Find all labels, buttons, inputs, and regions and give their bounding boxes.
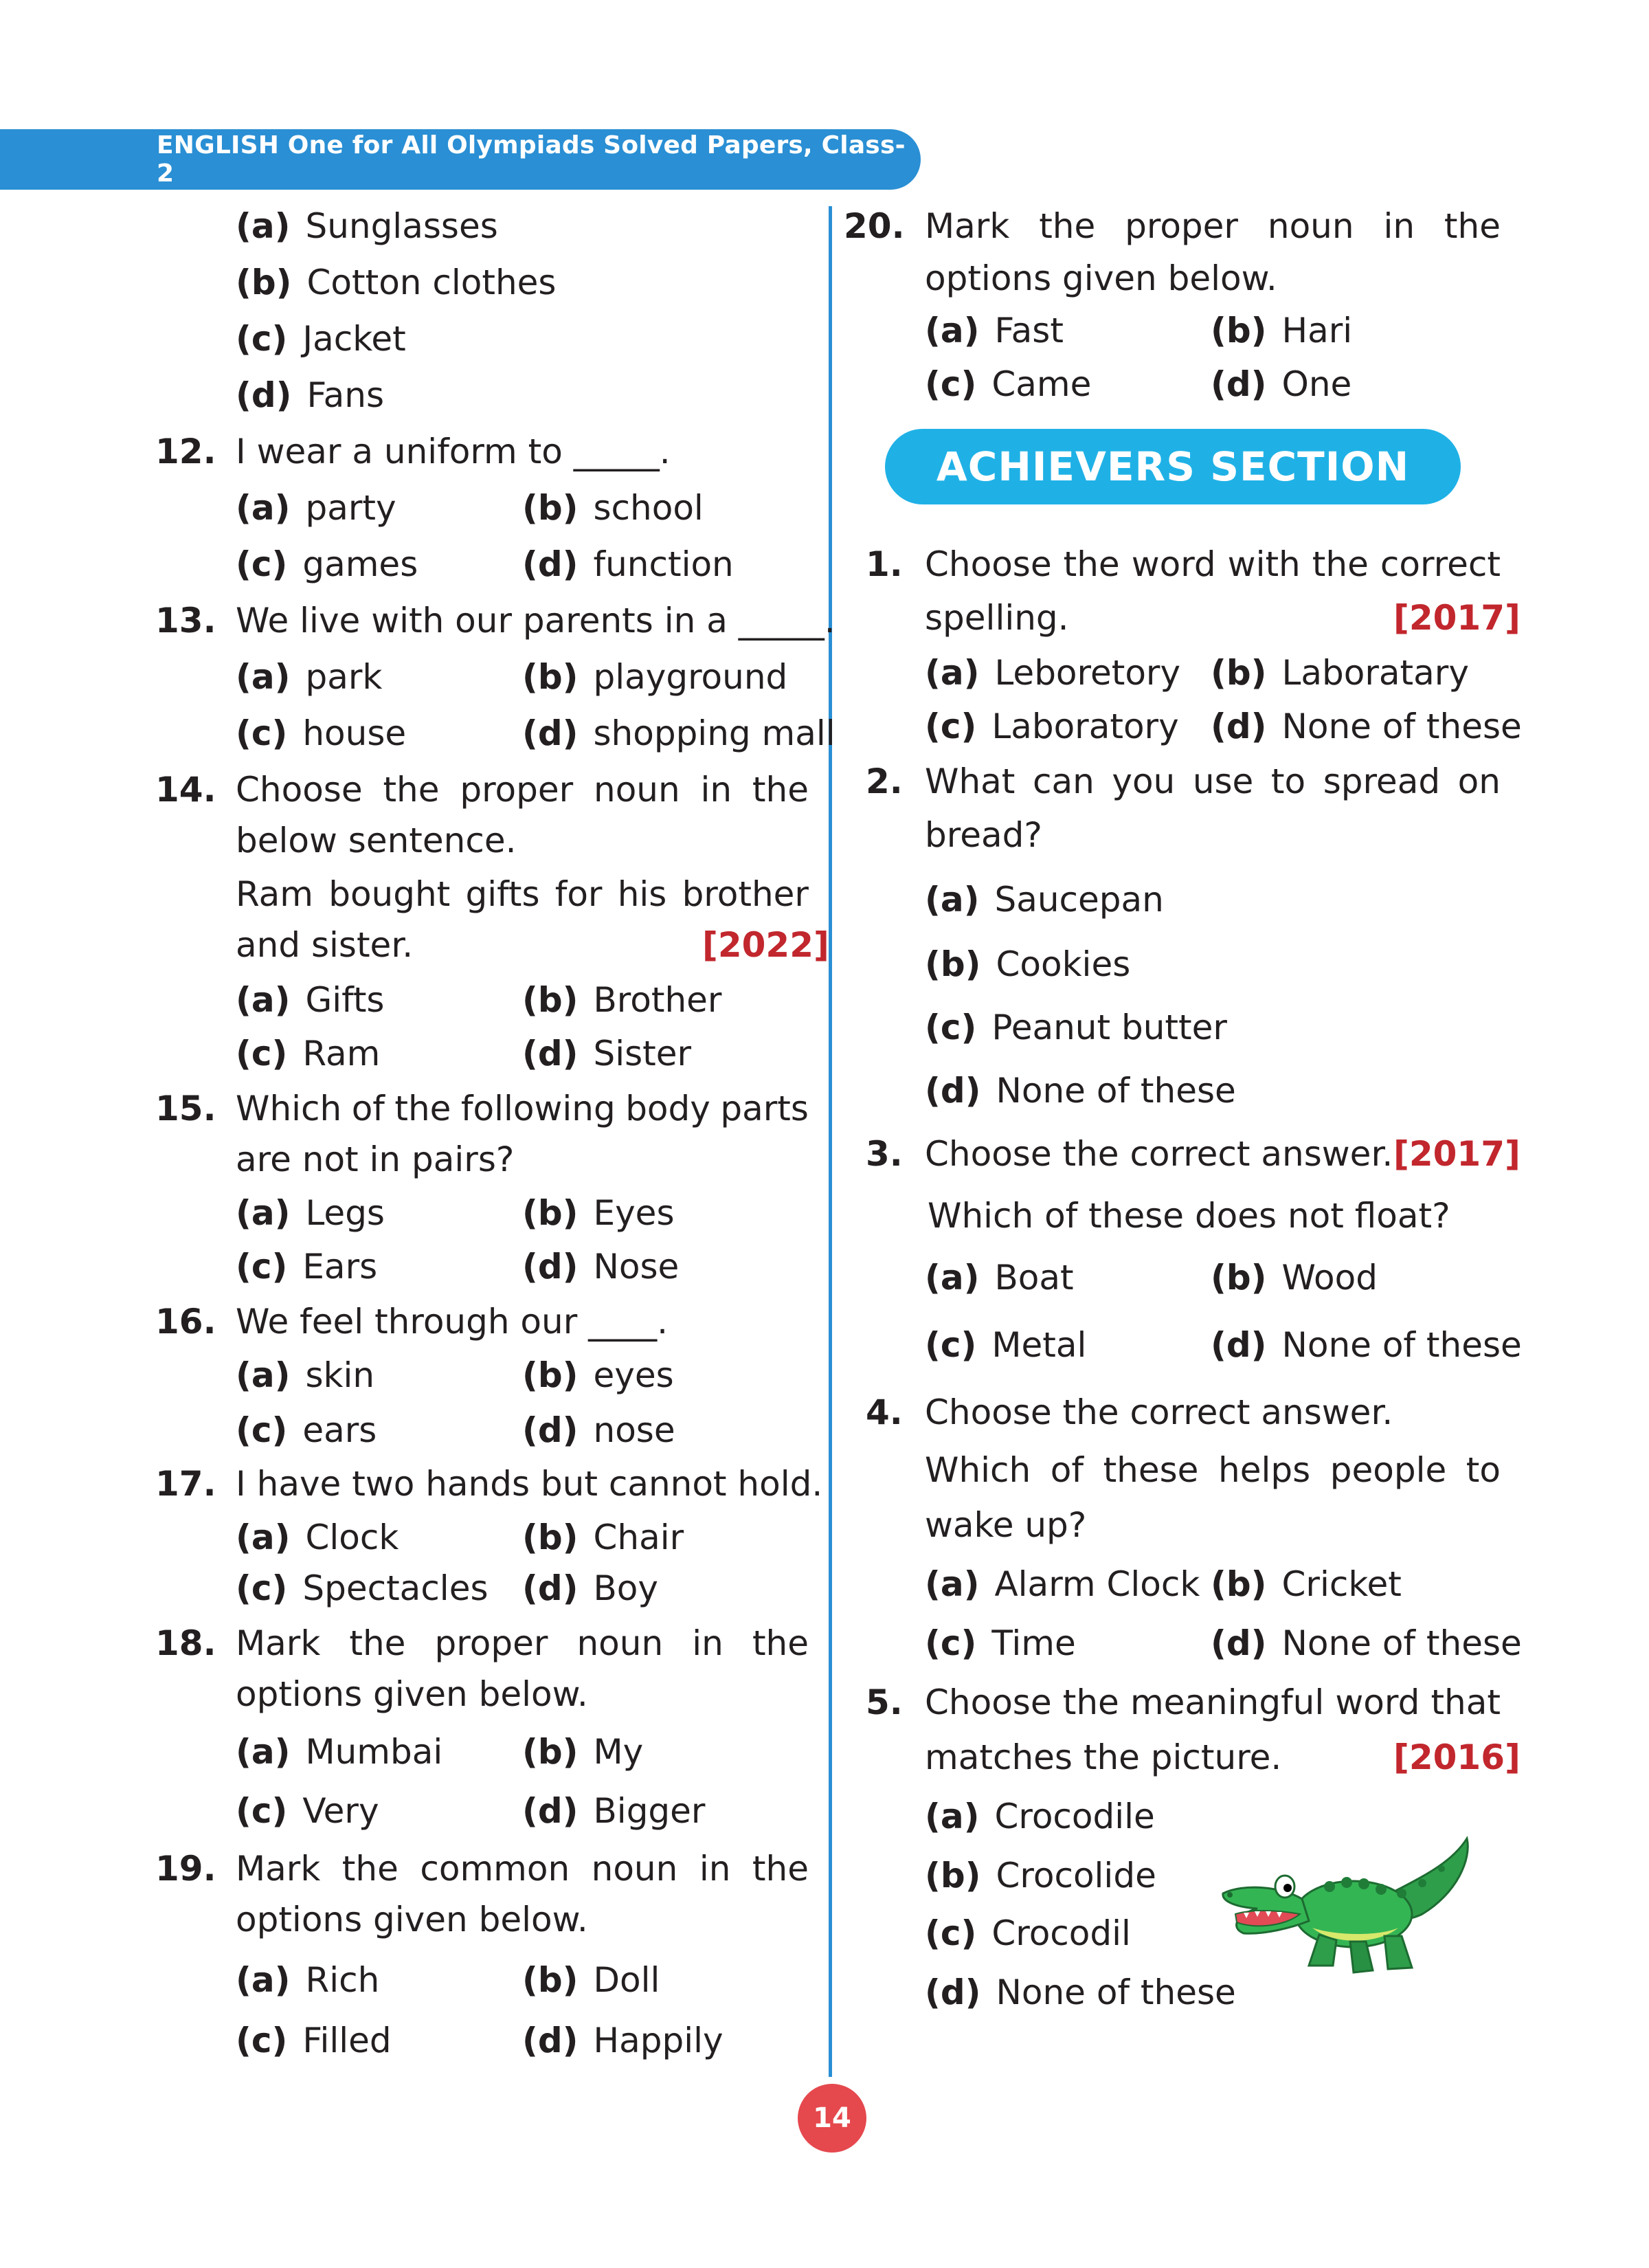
a2-text-line1: What can you use to spread on xyxy=(925,761,1501,801)
q17-option-b: (b) Chair xyxy=(522,1517,684,1557)
q15-option-c: (c) Ears xyxy=(236,1247,378,1287)
a1-text-line1: Choose the word with the correct xyxy=(925,544,1501,584)
q14-option-d: (d) Sister xyxy=(522,1034,692,1074)
a5-year-tag: [2016] xyxy=(1393,1737,1521,1777)
q13-number: 13. xyxy=(155,601,216,641)
a3-text: Choose the correct answer. xyxy=(925,1134,1393,1174)
page-number-badge xyxy=(798,2084,866,2153)
q20-option-d: (d) One xyxy=(1211,364,1352,404)
a4-text: Choose the correct answer. xyxy=(925,1392,1393,1432)
q13-option-a: (a) park xyxy=(236,657,383,697)
q12-text: I wear a uniform to _____. xyxy=(236,432,671,471)
q14-year-tag: [2022] xyxy=(702,925,829,965)
a4-option-c: (c) Time xyxy=(925,1623,1076,1663)
q14-text-line2: below sentence. xyxy=(236,821,517,860)
q14-sentence-line1: Ram bought gifts for his brother xyxy=(236,874,809,914)
section-title: ACHIEVERS SECTION xyxy=(936,443,1410,490)
q17-number: 17. xyxy=(155,1464,216,1504)
a1-year-tag: [2017] xyxy=(1393,598,1521,638)
q19-option-b: (b) Doll xyxy=(522,1960,660,2000)
q13-option-b: (b) playground xyxy=(522,657,788,697)
a2-option-a: (a) Saucepan xyxy=(925,880,1164,920)
a2-option-d: (d) None of these xyxy=(925,1071,1236,1111)
q18-option-b: (b) My xyxy=(522,1732,644,1772)
q14-option-a: (a) Gifts xyxy=(236,980,385,1020)
a5-number: 5. xyxy=(866,1682,903,1722)
a1-option-c: (c) Laboratory xyxy=(925,707,1179,746)
q18-text-line1: Mark the proper noun in the xyxy=(236,1623,809,1663)
header-band xyxy=(0,129,921,190)
a2-text-line2: bread? xyxy=(925,815,1042,855)
q14-text-line1: Choose the proper noun in the xyxy=(236,770,809,810)
q12-option-a: (a) party xyxy=(236,488,396,528)
q12-number: 12. xyxy=(155,432,216,471)
a3-subquestion: Which of these does not float? xyxy=(928,1196,1450,1236)
q12-option-c: (c) games xyxy=(236,544,418,584)
a4-option-b: (b) Cricket xyxy=(1211,1564,1402,1604)
a2-option-c: (c) Peanut butter xyxy=(925,1008,1227,1047)
q17-text: I have two hands but cannot hold. xyxy=(236,1464,823,1504)
a3-option-a: (a) Boat xyxy=(925,1258,1074,1298)
a3-option-b: (b) Wood xyxy=(1211,1258,1378,1298)
q16-option-d: (d) nose xyxy=(522,1410,675,1450)
a3-option-d: (d) None of these xyxy=(1211,1325,1522,1365)
a1-option-a: (a) Leboretory xyxy=(925,653,1181,693)
a3-number: 3. xyxy=(866,1134,903,1174)
q11-option-c: (c) Jacket xyxy=(236,319,406,359)
q15-option-a: (a) Legs xyxy=(236,1193,385,1233)
q18-text-line2: options given below. xyxy=(236,1674,588,1714)
q14-number: 14. xyxy=(155,770,216,810)
a3-year-tag: [2017] xyxy=(1393,1134,1521,1174)
q19-number: 19. xyxy=(155,1849,216,1889)
q20-option-c: (c) Came xyxy=(925,364,1092,404)
q19-option-c: (c) Filled xyxy=(236,2021,392,2060)
q20-option-b: (b) Hari xyxy=(1211,311,1353,351)
a2-option-b: (b) Cookies xyxy=(925,944,1131,984)
q19-text-line1: Mark the common noun in the xyxy=(236,1849,809,1889)
q18-number: 18. xyxy=(155,1623,216,1663)
a5-option-d: (d) None of these xyxy=(925,1972,1236,2012)
a5-text-line2: matches the picture. xyxy=(925,1737,1282,1777)
crocodile-illustration xyxy=(1216,1818,1477,1983)
q18-option-d: (d) Bigger xyxy=(522,1791,706,1831)
q14-option-c: (c) Ram xyxy=(236,1034,381,1074)
q12-option-d: (d) function xyxy=(522,544,734,584)
a4-option-d: (d) None of these xyxy=(1211,1623,1522,1663)
q16-option-a: (a) skin xyxy=(236,1355,375,1395)
q15-text-line1: Which of the following body parts xyxy=(236,1089,809,1129)
q16-text: We feel through our ____. xyxy=(236,1302,669,1342)
q20-option-a: (a) Fast xyxy=(925,311,1064,351)
q15-text-line2: are not in pairs? xyxy=(236,1139,515,1179)
q11-option-b: (b) Cotton clothes xyxy=(236,263,557,302)
q15-number: 15. xyxy=(155,1089,216,1129)
a1-option-d: (d) None of these xyxy=(1211,707,1522,746)
q19-option-a: (a) Rich xyxy=(236,1960,380,2000)
achievers-section-heading xyxy=(885,429,1461,504)
q11-option-a: (a) Sunglasses xyxy=(236,206,498,246)
a4-subquestion-line2: wake up? xyxy=(925,1505,1087,1545)
q17-option-a: (a) Clock xyxy=(236,1517,399,1557)
a1-number: 1. xyxy=(866,544,903,584)
q19-option-d: (d) Happily xyxy=(522,2021,723,2060)
a4-subquestion-line1: Which of these helps people to xyxy=(925,1450,1501,1490)
a3-option-c: (c) Metal xyxy=(925,1325,1087,1365)
a5-option-a: (a) Crocodile xyxy=(925,1797,1155,1836)
a5-option-c: (c) Crocodil xyxy=(925,1913,1131,1953)
column-divider xyxy=(829,206,832,2077)
page-number: 14 xyxy=(813,2102,851,2134)
q19-text-line2: options given below. xyxy=(236,1900,588,1939)
q13-option-c: (c) house xyxy=(236,713,407,753)
q16-number: 16. xyxy=(155,1302,216,1342)
q13-option-d: (d) shopping mall xyxy=(522,713,835,753)
q13-text: We live with our parents in a _____. xyxy=(236,601,835,641)
q16-option-c: (c) ears xyxy=(236,1410,377,1450)
q14-sentence-line2: and sister. xyxy=(236,925,414,965)
a2-number: 2. xyxy=(866,761,903,801)
a4-option-a: (a) Alarm Clock xyxy=(925,1564,1200,1604)
header-title: ENGLISH One for All Olympiads Solved Papers, Class-2 xyxy=(157,131,906,188)
q11-option-d: (d) Fans xyxy=(236,375,385,415)
q18-option-c: (c) Very xyxy=(236,1791,379,1831)
q20-text-line2: options given below. xyxy=(925,258,1277,298)
q15-option-d: (d) Nose xyxy=(522,1247,680,1287)
a1-text-line2: spelling. xyxy=(925,598,1069,638)
q20-text-line1: Mark the proper noun in the xyxy=(925,206,1501,246)
q20-number: 20. xyxy=(844,206,905,246)
a5-text-line1: Choose the meaningful word that xyxy=(925,1682,1501,1722)
q12-option-b: (b) school xyxy=(522,488,704,528)
a4-number: 4. xyxy=(866,1392,903,1432)
q17-option-c: (c) Spectacles xyxy=(236,1568,489,1608)
q18-option-a: (a) Mumbai xyxy=(236,1732,443,1772)
q15-option-b: (b) Eyes xyxy=(522,1193,675,1233)
a5-option-b: (b) Crocolide xyxy=(925,1856,1156,1895)
q14-option-b: (b) Brother xyxy=(522,980,722,1020)
q16-option-b: (b) eyes xyxy=(522,1355,674,1395)
q17-option-d: (d) Boy xyxy=(522,1568,658,1608)
a1-option-b: (b) Laboratary xyxy=(1211,653,1469,693)
